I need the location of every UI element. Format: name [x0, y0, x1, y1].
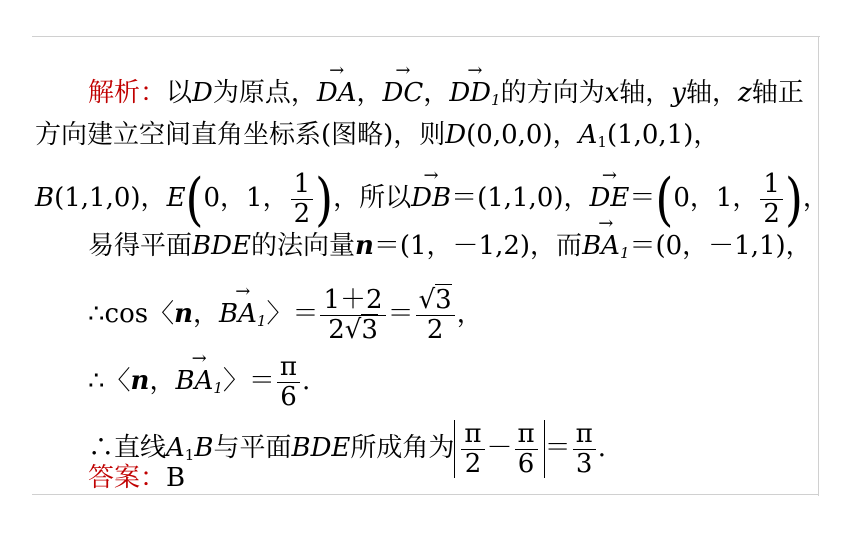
vector-BA1: → $BA_1$ — [582, 233, 629, 261]
vector-BA1: → $BA_1$ — [175, 368, 222, 396]
solution-label: 解析： — [88, 78, 167, 108]
normal-vector-n: n — [354, 231, 374, 261]
answer-label: 答案： — [88, 463, 167, 493]
fraction-one-half: $\frac{1}{2}$ — [291, 170, 314, 228]
frame-right-border — [818, 36, 819, 496]
fraction-pi-over-6: $\frac{\pi}{6}$ — [277, 353, 300, 411]
frame-top-border — [32, 36, 820, 37]
fraction-sqrt3-over-2: √ $\frac{3}{2}$ — [416, 286, 455, 344]
solution-line-3: B(1,1,0)，E(0，1， $\frac{1}{2}$ )，所以→ DB＝(1,1,0)，→ DE＝(0，1， $\frac{1}{2}$ )， — [35, 170, 829, 228]
solution-line-7: ∴直线$A_1B$与平面BDE所成角为 $\frac{\pi}{2}$ － $\frac{\pi}{6}$ ＝ $\frac{\pi}{3}$ . — [88, 419, 606, 479]
fraction-one-half: $\frac{1}{2}$ — [760, 170, 783, 228]
solution-line-4: 易得平面BDE的法向量n＝(1，－1,2)，而→ $BA_1=(0$，－1,1)， — [88, 233, 812, 261]
vector-DD1: → $DD_1$ — [449, 80, 500, 108]
frame-bottom-border — [32, 494, 819, 495]
vector-DB: → DB — [411, 185, 451, 211]
solution-line-1: 解析：以D为原点，→ DA，→ DC，→ $DD_1$的方向为x轴，y轴，z轴正 — [88, 80, 804, 108]
answer-value: B — [166, 463, 186, 493]
answer-line — [88, 465, 185, 491]
fraction-pi-over-3: $\frac{\pi}{3}$ — [573, 420, 596, 478]
vector-DA: → DA — [317, 80, 357, 106]
solution-line-5: ∴cos〈n，→ $BA_1$〉＝ $\frac{1+2}{2√ 3}$ ＝ √ $\frac{3}{2}$ ， — [88, 286, 483, 344]
vector-DE: → DE — [590, 185, 630, 211]
solution-line-2: 方向建立空间直角坐标系(图略)，则D(0,0,0)，$A_1(1,0,1)$， — [35, 120, 720, 151]
solution-line-6: ∴〈n，→ $BA_1$〉＝ $\frac{\pi}{6}$ . — [88, 353, 310, 411]
absolute-value: $\frac{\pi}{2}$ － $\frac{\pi}{6}$ — [454, 420, 544, 478]
vector-DC: → DC — [383, 80, 424, 106]
fraction-cos-value: $\frac{1+2}{2√ 3}$ — [320, 286, 385, 344]
vector-BA1: → $BA_1$ — [219, 301, 266, 329]
